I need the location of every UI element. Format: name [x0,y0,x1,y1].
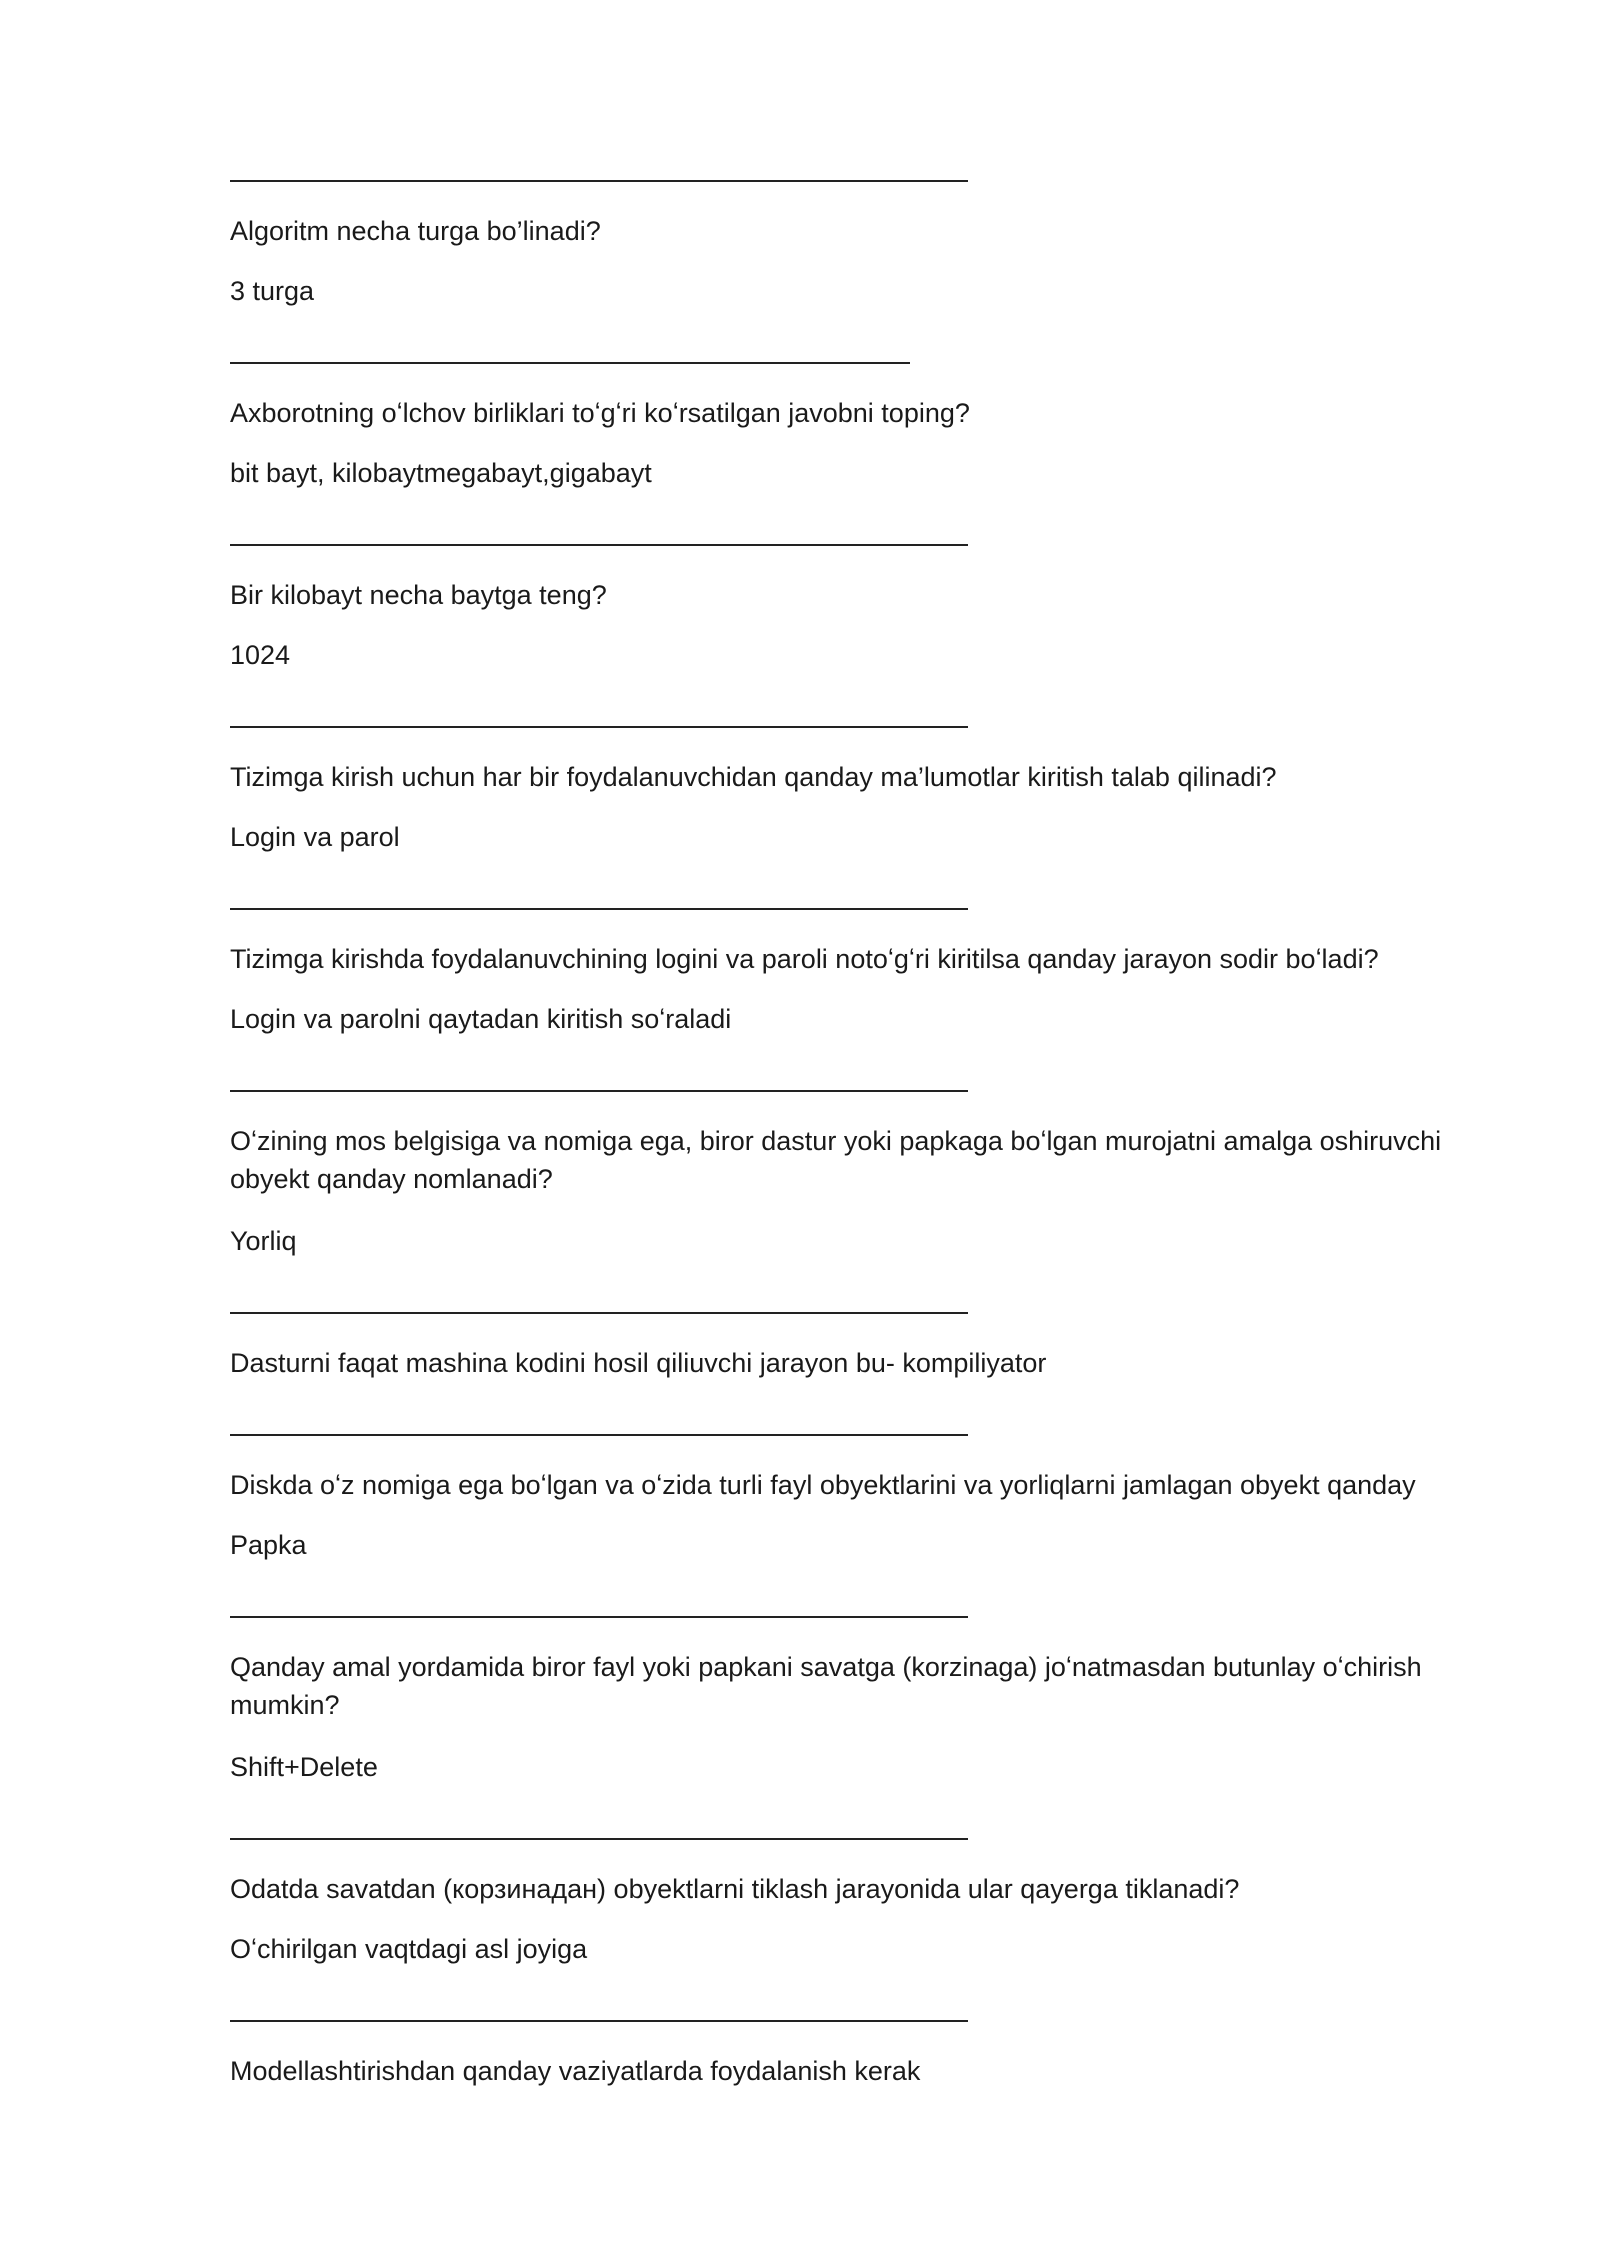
answer-8: Papka [230,1530,307,1560]
question-10: Odatda savatdan (корзинадан) obyektlarni tiklash jarayonida ular qayerga tiklanadi? [230,1874,1240,1904]
separator-line [230,2020,968,2022]
answer-5: Login va parolni qaytadan kiritish soʻraladi [230,1004,732,1034]
separator-line [230,1312,968,1314]
separator-line [230,362,910,364]
question-5: Tizimga kirishda foydalanuvchining logini va paroli notoʻgʻri kiritilsa qanday jarayon sodir boʻladi? [230,944,1379,974]
question-7: Dasturni faqat mashina kodini hosil qiliuvchi jarayon bu- kompiliyator [230,1348,1047,1378]
question-1: Algoritm necha turga bo’linadi? [230,216,601,246]
answer-1: 3 turga [230,276,315,306]
separator-line [230,1838,968,1840]
question-2: Axborotning oʻlchov birliklari toʻgʻri koʻrsatilgan javobni toping? [230,398,970,428]
question-4: Tizimga kirish uchun har bir foydalanuvchidan qanday ma’lumotlar kiritish talab qilinadi? [230,762,1277,792]
question-9: Qanday amal yordamida biror fayl yoki papkani savatga (korzinaga) joʻnatmasdan butunlay oʻchirish mumkin? [230,1652,1422,1720]
separator-line [230,180,968,182]
separator-line [230,1616,968,1618]
answer-6: Yorliq [230,1226,297,1256]
separator-line [230,544,968,546]
question-3: Bir kilobayt necha baytga teng? [230,580,607,610]
answer-4: Login va parol [230,822,400,852]
separator-line [230,1434,968,1436]
question-6: Oʻzining mos belgisiga va nomiga ega, biror dastur yoki papkaga boʻlgan murojatni amalga oshiruvchi obyekt qanday nomlanadi? [230,1126,1442,1194]
answer-9: Shift+Delete [230,1752,378,1782]
separator-line [230,726,968,728]
question-11: Modellashtirishdan qanday vaziyatlarda foydalanish kerak [230,2056,921,2086]
answer-2: bit bayt, kilobaytmegabayt,gigabayt [230,458,652,488]
separator-line [230,908,968,910]
answer-3: 1024 [230,640,291,670]
separator-line [230,1090,968,1092]
answer-10: Oʻchirilgan vaqtdagi asl joyiga [230,1934,588,1964]
question-8: Diskda oʻz nomiga ega boʻlgan va oʻzida turli fayl obyektlarini va yorliqlarni jamlagan obyekt qanday [230,1470,1416,1500]
